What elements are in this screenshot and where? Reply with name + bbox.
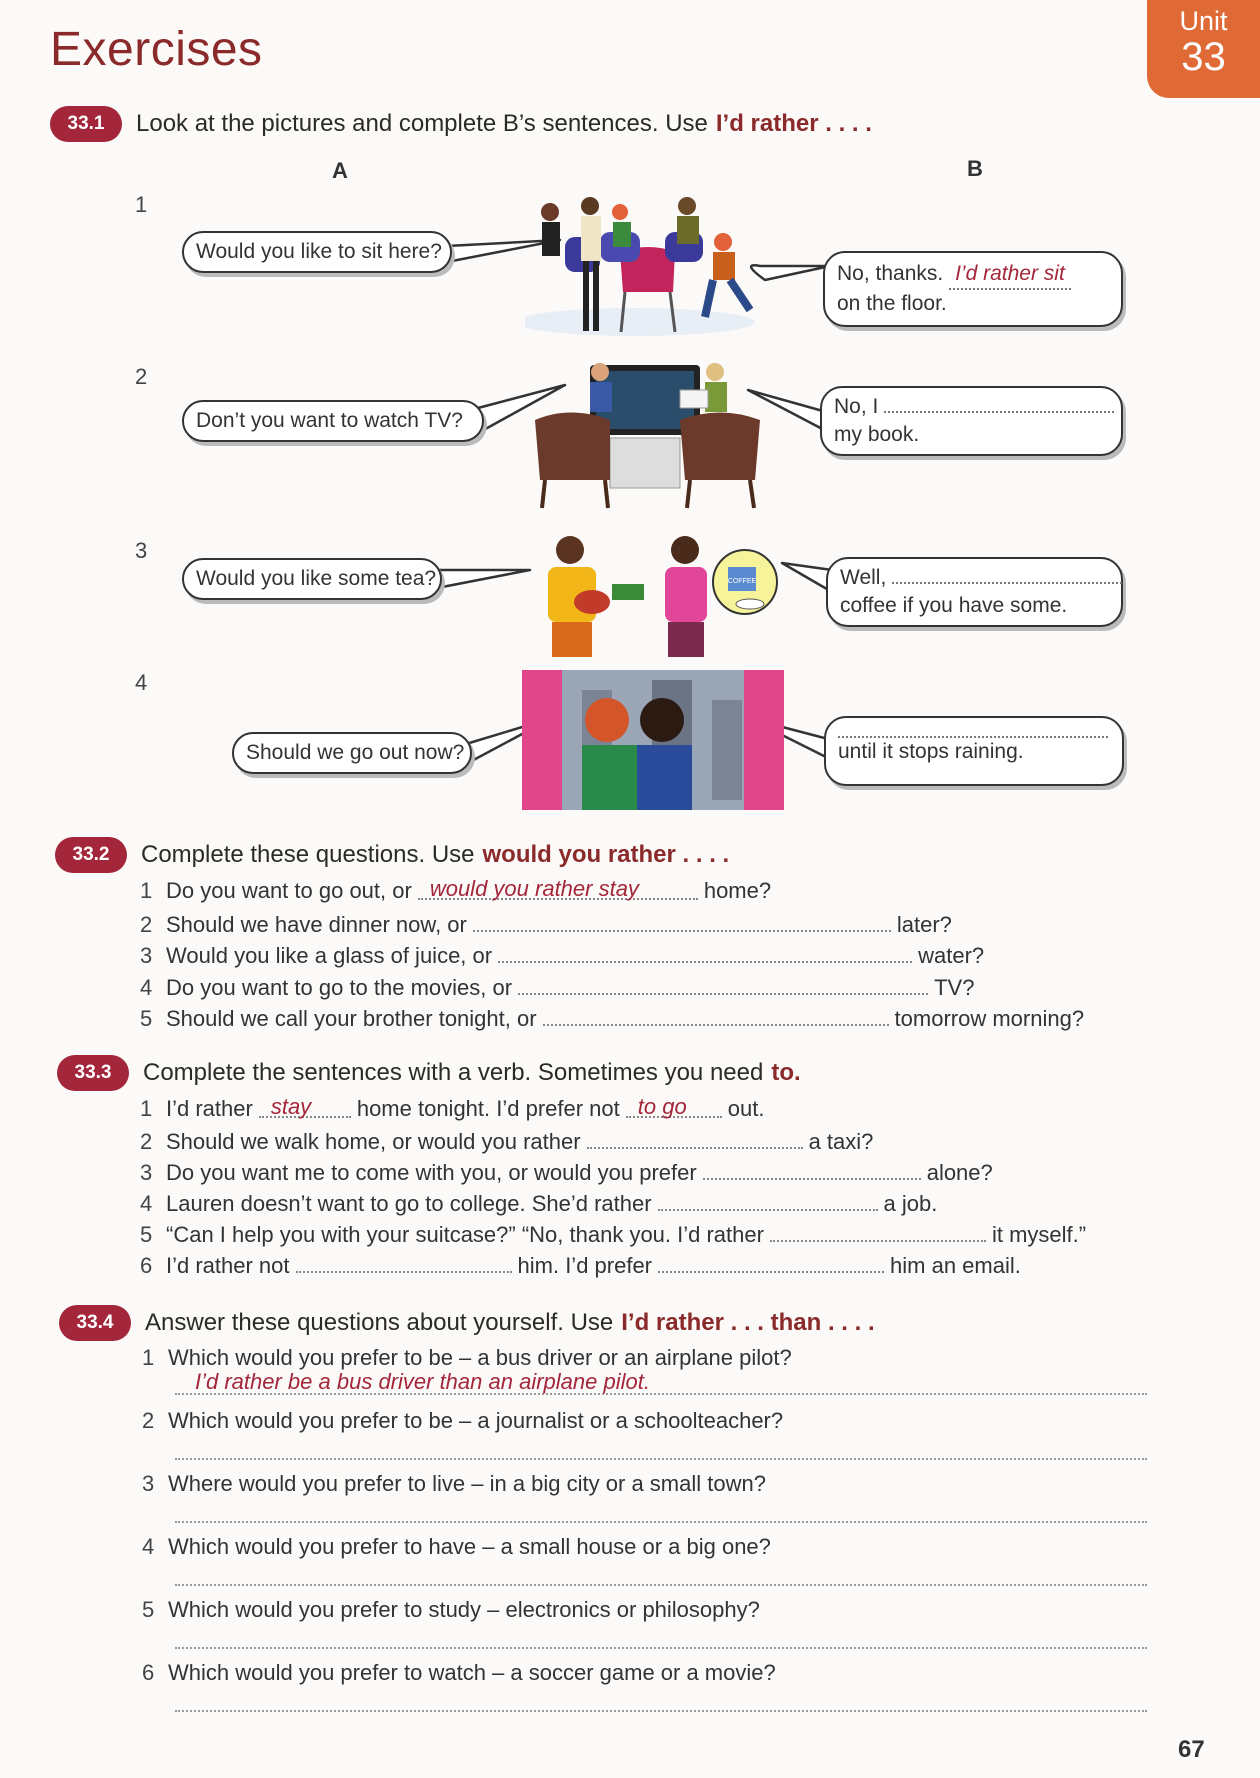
item-number: 1 xyxy=(135,192,148,217)
sentence-row xyxy=(140,1220,1086,1248)
speech-bubble-a xyxy=(232,732,472,774)
answer-blank[interactable] xyxy=(884,411,1114,413)
question-row xyxy=(140,941,984,969)
answer-blank[interactable] xyxy=(892,582,1122,584)
bubble-text: No, thanks. xyxy=(837,262,944,285)
question-text: later? xyxy=(896,912,952,937)
item-number: 1 xyxy=(140,1096,153,1121)
window-rain-illustration xyxy=(522,670,784,810)
question-text: Which would you prefer to study – electronics or philosophy? xyxy=(168,1597,760,1622)
page-number: 67 xyxy=(1178,1736,1205,1763)
page-title: Exercises xyxy=(50,23,263,76)
coffee-label: COFFEE xyxy=(727,578,757,585)
answer-line[interactable] xyxy=(175,1564,1147,1586)
answer-blank[interactable] xyxy=(498,941,912,963)
bubble-text: Would you like some tea? xyxy=(196,567,437,590)
exercise-heading-33-2 xyxy=(55,837,729,873)
answer-blank[interactable] xyxy=(296,1251,512,1273)
question-text: Which would you prefer to watch – a soccer game or a movie? xyxy=(168,1660,776,1685)
sentence-row xyxy=(140,1158,993,1186)
question-row xyxy=(142,1660,776,1686)
item-number: 2 xyxy=(140,1129,153,1154)
item-number: 3 xyxy=(142,1471,155,1496)
question-row xyxy=(142,1471,766,1497)
bubble-text: coffee if you have some. xyxy=(840,594,1068,617)
answer-blank[interactable] xyxy=(626,1096,722,1118)
sentence-text: Should we walk home, or would you rather xyxy=(166,1129,581,1154)
answer-line[interactable] xyxy=(175,1501,1147,1523)
exercise-badge: 33.1 xyxy=(50,106,122,142)
question-text: Which would you prefer to be – a bus driver or an airplane pilot? xyxy=(168,1345,792,1370)
item-number: 3 xyxy=(135,538,148,563)
question-text: Which would you prefer to have – a small house or a big one? xyxy=(168,1534,771,1559)
speech-bubble-b xyxy=(826,557,1123,627)
speech-bubble-a xyxy=(182,558,442,600)
exercise-instruction: Complete these questions. Use xyxy=(141,841,475,868)
answer-line[interactable] xyxy=(175,1627,1147,1649)
bubble-text: until it stops raining. xyxy=(838,740,1024,763)
sentence-text: alone? xyxy=(926,1160,993,1185)
question-text: Should we call your brother tonight, or xyxy=(166,1006,537,1031)
sentence-text: it myself.” xyxy=(991,1222,1087,1247)
item-number: 4 xyxy=(142,1534,155,1559)
sentence-row xyxy=(140,1096,764,1122)
exercise-heading-33-3 xyxy=(57,1055,801,1091)
group-sitting-illustration xyxy=(525,192,780,344)
question-row xyxy=(140,973,974,1001)
speech-bubble-a xyxy=(182,400,484,442)
answer-blank[interactable] xyxy=(259,1096,351,1118)
speech-bubble-a xyxy=(182,231,452,273)
item-number: 6 xyxy=(140,1253,153,1278)
question-text: Should we have dinner now, or xyxy=(166,912,467,937)
answer-line[interactable] xyxy=(175,1690,1147,1712)
sentence-text: “Can I help you with your suitcase?” “No, thank you. I’d rather xyxy=(166,1222,764,1247)
answer-blank[interactable] xyxy=(473,910,891,932)
bubble-text: my book. xyxy=(834,423,920,446)
sentence-text: a job. xyxy=(883,1191,938,1216)
item-number: 4 xyxy=(140,1191,153,1216)
answer-blank[interactable] xyxy=(770,1220,986,1242)
sentence-row xyxy=(140,1251,1021,1279)
question-text: Do you want to go out, or xyxy=(166,878,412,903)
unit-tab xyxy=(1147,0,1260,98)
exercise-instruction: Complete the sentences with a verb. Sometimes you need xyxy=(143,1059,764,1086)
item-number: 2 xyxy=(140,912,153,937)
bubble-text: No, I xyxy=(834,395,879,418)
sentence-text: I’d rather xyxy=(166,1096,253,1121)
question-text: Do you want to go to the movies, or xyxy=(166,975,513,1000)
exercise-heading-33-1 xyxy=(50,106,872,142)
sentence-text: him. I’d prefer xyxy=(517,1253,653,1278)
answer-blank[interactable] xyxy=(949,260,1071,290)
tea-coffee-illustration xyxy=(520,532,785,657)
question-row xyxy=(140,1004,1084,1032)
exercise-instruction: Look at the pictures and complete B’s sentences. Use xyxy=(136,110,708,137)
column-b-label: B xyxy=(967,156,983,181)
unit-number: 33 xyxy=(1181,35,1226,79)
bubble-text: Would you like to sit here? xyxy=(196,240,442,263)
sentence-text: home tonight. I’d prefer not xyxy=(356,1096,620,1121)
sentence-text: I’d rather not xyxy=(166,1253,290,1278)
question-row xyxy=(142,1597,760,1623)
item-number: 1 xyxy=(140,878,153,903)
item-number: 2 xyxy=(135,364,148,389)
exercise-highlight: I’d rather . . . than . . . . xyxy=(621,1309,875,1336)
sentence-text: a taxi? xyxy=(808,1129,874,1154)
sentence-row xyxy=(140,1189,937,1217)
handwritten-answer: I’d rather sit xyxy=(955,262,1065,285)
sentence-row xyxy=(140,1127,873,1155)
exercise-badge: 33.4 xyxy=(59,1305,131,1341)
bubble-text: on the floor. xyxy=(837,292,947,315)
item-number: 4 xyxy=(140,975,153,1000)
answer-blank[interactable] xyxy=(658,1251,884,1273)
item-number: 5 xyxy=(142,1597,155,1622)
answer-line[interactable] xyxy=(175,1369,1147,1395)
sentence-text: out. xyxy=(727,1096,765,1121)
unit-label: Unit xyxy=(1179,6,1228,36)
speech-bubble-b xyxy=(823,251,1123,327)
exercise-highlight: would you rather . . . . xyxy=(482,841,730,868)
exercise-instruction: Answer these questions about yourself. Use xyxy=(145,1309,614,1336)
bubble-text: Don’t you want to watch TV? xyxy=(196,409,463,432)
column-a-label: A xyxy=(332,158,348,183)
handwritten-answer: I’d rather be a bus driver than an airplane pilot. xyxy=(195,1369,650,1394)
handwritten-answer: to go xyxy=(637,1094,687,1119)
exercise-heading-33-4 xyxy=(59,1305,875,1341)
question-row xyxy=(140,910,952,938)
sentence-text: Do you want me to come with you, or would you prefer xyxy=(166,1160,697,1185)
handwritten-answer: would you rather stay xyxy=(429,876,639,901)
exercise-badge: 33.3 xyxy=(57,1055,129,1091)
speech-bubble-b xyxy=(820,386,1123,456)
question-text: Where would you prefer to live – in a big city or a small town? xyxy=(168,1471,766,1496)
question-text: Would you like a glass of juice, or xyxy=(166,943,493,968)
answer-blank[interactable] xyxy=(543,1004,889,1026)
bubble-text: Should we go out now? xyxy=(246,741,465,764)
item-number: 4 xyxy=(135,670,148,695)
item-number: 3 xyxy=(140,943,153,968)
answer-blank[interactable] xyxy=(703,1158,921,1180)
answer-blank[interactable] xyxy=(658,1189,878,1211)
item-number: 1 xyxy=(142,1345,155,1370)
answer-blank[interactable] xyxy=(418,878,698,900)
question-row xyxy=(142,1408,783,1434)
question-text: home? xyxy=(703,878,772,903)
exercise-highlight: I’d rather . . . . xyxy=(715,110,872,137)
item-number: 2 xyxy=(142,1408,155,1433)
item-number: 5 xyxy=(140,1222,153,1247)
sentence-text: Lauren doesn’t want to go to college. She’d rather xyxy=(166,1191,652,1216)
item-number: 6 xyxy=(142,1660,155,1685)
item-number: 5 xyxy=(140,1006,153,1031)
question-row xyxy=(140,878,771,904)
question-text: TV? xyxy=(934,975,975,1000)
handwritten-answer: stay xyxy=(270,1094,312,1119)
answer-blank[interactable] xyxy=(518,973,928,995)
item-number: 3 xyxy=(140,1160,153,1185)
question-text: water? xyxy=(918,943,985,968)
question-text: Which would you prefer to be – a journalist or a schoolteacher? xyxy=(168,1408,784,1433)
question-row xyxy=(142,1345,792,1371)
bubble-text: Well, xyxy=(840,566,887,589)
question-text: tomorrow morning? xyxy=(894,1006,1085,1031)
speech-bubble-b xyxy=(824,716,1124,786)
answer-line[interactable] xyxy=(175,1438,1147,1460)
question-row xyxy=(142,1534,771,1560)
exercise-highlight: to. xyxy=(771,1059,801,1086)
answer-blank[interactable] xyxy=(587,1127,803,1149)
tv-reading-illustration xyxy=(530,360,780,512)
exercise-badge: 33.2 xyxy=(55,837,127,873)
sentence-text: him an email. xyxy=(890,1253,1021,1278)
